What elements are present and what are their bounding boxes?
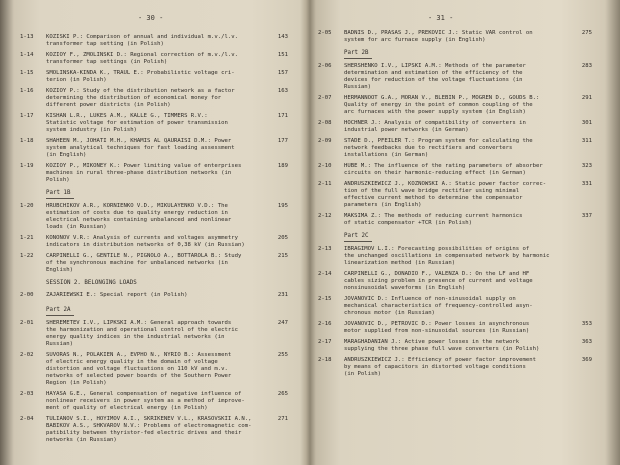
entry-title: KONONOV V.R.: Analysis of currents and voltages asymmetry indicators in distribution networks of 0,38 kV (in Russian)	[46, 235, 245, 248]
entry-page: 195	[277, 203, 288, 209]
entry-title: KISHAN L.R., LUKES A.M., KALLE G., TIMMERS R.V.: Statistic voltage for estimation of power transmission system industry (in Polish)	[46, 113, 228, 133]
entry-page: 283	[581, 63, 592, 69]
entry-number: 1-18	[20, 138, 34, 144]
entry-page: 353	[581, 321, 592, 327]
right-page	[318, 0, 608, 465]
entry-title: KOZIOY P., MIKONEY K.: Power limiting value of enterprises machines in rural three-phase distribution networks (in Polish)	[46, 163, 242, 183]
entry-number: 1-13	[20, 34, 34, 40]
entry-page: 151	[277, 52, 288, 58]
heading-underline	[46, 315, 74, 316]
entry-title: BADNIS D., PRASAS J., PREKOVIC J.: Static VAR control on system for arc furnace supply (in English)	[344, 30, 533, 43]
entry-page: 265	[277, 391, 288, 397]
entry-title: MAKSIMA Z.: The methods of reducing current harmonics of static compensator +TCR (in Polish)	[344, 213, 523, 226]
entry-number: 2-13	[318, 246, 332, 252]
heading-underline	[344, 58, 372, 59]
entry-title: HAYASA G.E., General compensation of negative influence of nonlinear receivers in power system as a method of improve- ment of quality of electrical energy (in Polish)	[46, 391, 245, 411]
entry-number: 2-07	[318, 95, 332, 101]
entry-page: 205	[277, 235, 288, 241]
entry-number: 2-17	[318, 339, 332, 345]
entry-page: 189	[277, 163, 288, 169]
entry-number: 1-22	[20, 253, 34, 259]
entry-number: 1-17	[20, 113, 34, 119]
entry-title: SMOLINSKA-KINDA K., TRAUL E.: Probabilistic voltage cri- terion (in Polish)	[46, 70, 235, 83]
entry-number: 2-06	[318, 63, 332, 69]
page-number: - 31 -	[428, 14, 454, 22]
entry-page: 157	[277, 70, 288, 76]
entry-number: 1-15	[20, 70, 34, 76]
entry-title: CARPINELLI G., GENTILE N., PIGNOLO A., BOTTAROLA B.: Study of the synchronous machine for unbalanced networks (in English)	[46, 253, 242, 273]
entry-number: 2-05	[318, 30, 332, 36]
entry-number: 2-15	[318, 296, 332, 302]
entry-number: 2-14	[318, 271, 332, 277]
entry-title: MARAGHADANIAN J.: Active power losses in the network supplying the three phase full wave converters (in Polish)	[344, 339, 540, 352]
entry-title: SHEREMETEV I.V., LIPKSKI A.M.: General approach towards the harmonization and operational control of the electric energy quality indices in the industrial networks (in Russian)	[46, 320, 238, 347]
heading-underline	[46, 198, 74, 199]
entry-title: HOCHNER J.: Analysis of compatibility of converters in industrial power networks (in German)	[344, 120, 526, 133]
section-heading-text: Part 1B	[46, 190, 71, 196]
entry-title: HUBE M.: The influence of the rating parameters of absorber circuits on their harmonic-reducing effect (in German)	[344, 163, 543, 176]
entry-number: 1-20	[20, 203, 34, 209]
section-heading-text: Part 2B	[344, 50, 369, 56]
entry-title: HRUBCHIKOV A.R., KORNIENKO V.D., MIKULAYENKO V.D.: The estimation of costs due to quality energy reduction in electrical networks containing unbalanced and nonlinear loads (in Russian)	[46, 203, 232, 230]
entry-page: 271	[277, 416, 288, 422]
entry-page: 255	[277, 352, 288, 358]
entry-number: 2-16	[318, 321, 332, 327]
entry-page: 369	[581, 357, 592, 363]
entry-page: 163	[277, 88, 288, 94]
entry-title: JOVANOVIC D., PETROVIC D.: Power losses in asynchronous motor supplied from non-sinusoidal sources (in Russian)	[344, 321, 530, 334]
entry-title: ANDRUSZKIEWICZ J., KOZNOWSKI A.: Static power factor correc- tion of the full wave bridge rectifier using minimal effective current method to determine the compensator parameters (in English)	[344, 181, 547, 208]
entry-title: ANDRUSZKIEWICZ J.: Efficiency of power factor improvement by means of capacitors in distorted voltage conditions (in Polish)	[344, 357, 536, 377]
section-heading-text: Part 2C	[344, 233, 369, 239]
entry-number: 2-11	[318, 181, 332, 187]
section-heading	[46, 307, 70, 313]
entry-number: 2-03	[20, 391, 34, 397]
left-page	[20, 0, 306, 465]
page-number: - 30 -	[138, 14, 164, 22]
entry-title: JOVANOVIC D.: Influence of non-sinusoidal supply on mechanical characteristics of frequency-controlled asyn- chronous motor (in Russian)	[344, 296, 533, 316]
entry-number: 2-04	[20, 416, 34, 422]
entry-page: 311	[581, 138, 592, 144]
entry-page: 171	[277, 113, 288, 119]
section-heading	[344, 50, 368, 56]
entry-title: KOZISKI P.: Comparison of annual and individual m.v./l.v. transformer tap setting (in Polish)	[46, 34, 238, 47]
entry-page: 215	[277, 253, 288, 259]
entry-number: 2-12	[318, 213, 332, 219]
entry-page: 363	[581, 339, 592, 345]
entry-number: 2-09	[318, 138, 332, 144]
entry-number: 2-00	[20, 292, 34, 298]
entry-number: 2-02	[20, 352, 34, 358]
heading-underline	[344, 241, 372, 242]
entry-number: 2-10	[318, 163, 332, 169]
section-heading-text: SESSION 2. BELONGING LOADS	[46, 280, 137, 286]
entry-title: SHERSHENKO I.V., LIPSKI A.M.: Methods of the parameter determination and estimation of the efficiency of the devices for reduction of the voltage fluctuations (in Russian)	[344, 63, 526, 90]
entry-page: 177	[277, 138, 288, 144]
entry-title: HERMANNOOT G.A., MORAN V., BLEBIN P., MOGREN D., GOUDS B.: Quality of energy in the point of common coupling of the arc furnaces with the power supply system (in English)	[344, 95, 540, 115]
entry-number: 1-21	[20, 235, 34, 241]
entry-title: CARPINELLI G., DONADIO F., VALENZA D.: On the LF and HF cables sizing problem in presence of current and voltage nonsinusoidal waveforms (in English)	[344, 271, 533, 291]
section-heading	[46, 190, 70, 196]
entry-title: SUVORAS N., POLAKIEN A., EVPHO N., NYRIO B.: Assessment of electric energy quality in the domain of voltage distortion and voltage fluctuations on 110 kV and m.v. networks of selected power boards of the Southern Power Region (in Polish)	[46, 352, 232, 386]
entry-number: 2-08	[318, 120, 332, 126]
section-heading	[46, 280, 137, 286]
entry-page: 247	[277, 320, 288, 326]
entry-number: 1-16	[20, 88, 34, 94]
entry-page: 337	[581, 213, 592, 219]
entry-title: KOZIOY P.: Study of the distribution network as a factor determining the distribution of economical money for different power districts (in Polish)	[46, 88, 235, 108]
entry-page: 323	[581, 163, 592, 169]
entry-title: KOZIOY F., ZMOLINSKI D.: Regional correction of m.v./l.v. transformer tap settings (in Polish)	[46, 52, 238, 65]
entry-page: 301	[581, 120, 592, 126]
entry-title: SHAHEEN M., JOHATI M.H., KHAMIS AL QAURAISI D.M.: Power system analytical techniques for fast loading assessment (in English)	[46, 138, 235, 158]
entry-title: TULIANOV S.I., HOYIMOV A.I., SKRIKENEV V.L., KRASOVSKII A.N., BABIKOV A.S., SHKVAROV N.V.: Problems of electromagnetic com- patibility between thyristor-fed electric drives and their networks (in Russian)	[46, 416, 252, 443]
entry-title: STADE D., PFEILER T.: Program system for calculating the network feedbacks due to rectifiers and converters installations (in German)	[344, 138, 533, 158]
entry-number: 2-18	[318, 357, 332, 363]
entry-title: IBRAGIMOV L.I.: Forecasting possibilities of origins of the unchanged oscillations in compensated network by harmonic linearization method (in Russian)	[344, 246, 550, 266]
entry-page: 275	[581, 30, 592, 36]
section-heading-text: Part 2A	[46, 307, 71, 313]
section-heading	[344, 233, 368, 239]
entry-page: 231	[277, 292, 288, 298]
entry-page: 143	[277, 34, 288, 40]
entry-page: 291	[581, 95, 592, 101]
entry-number: 1-19	[20, 163, 34, 169]
entry-number: 1-14	[20, 52, 34, 58]
entry-title: ZAJARIEWSKI E.: Special report (in Polish)	[46, 292, 188, 298]
entry-page: 331	[581, 181, 592, 187]
entry-number: 2-01	[20, 320, 34, 326]
